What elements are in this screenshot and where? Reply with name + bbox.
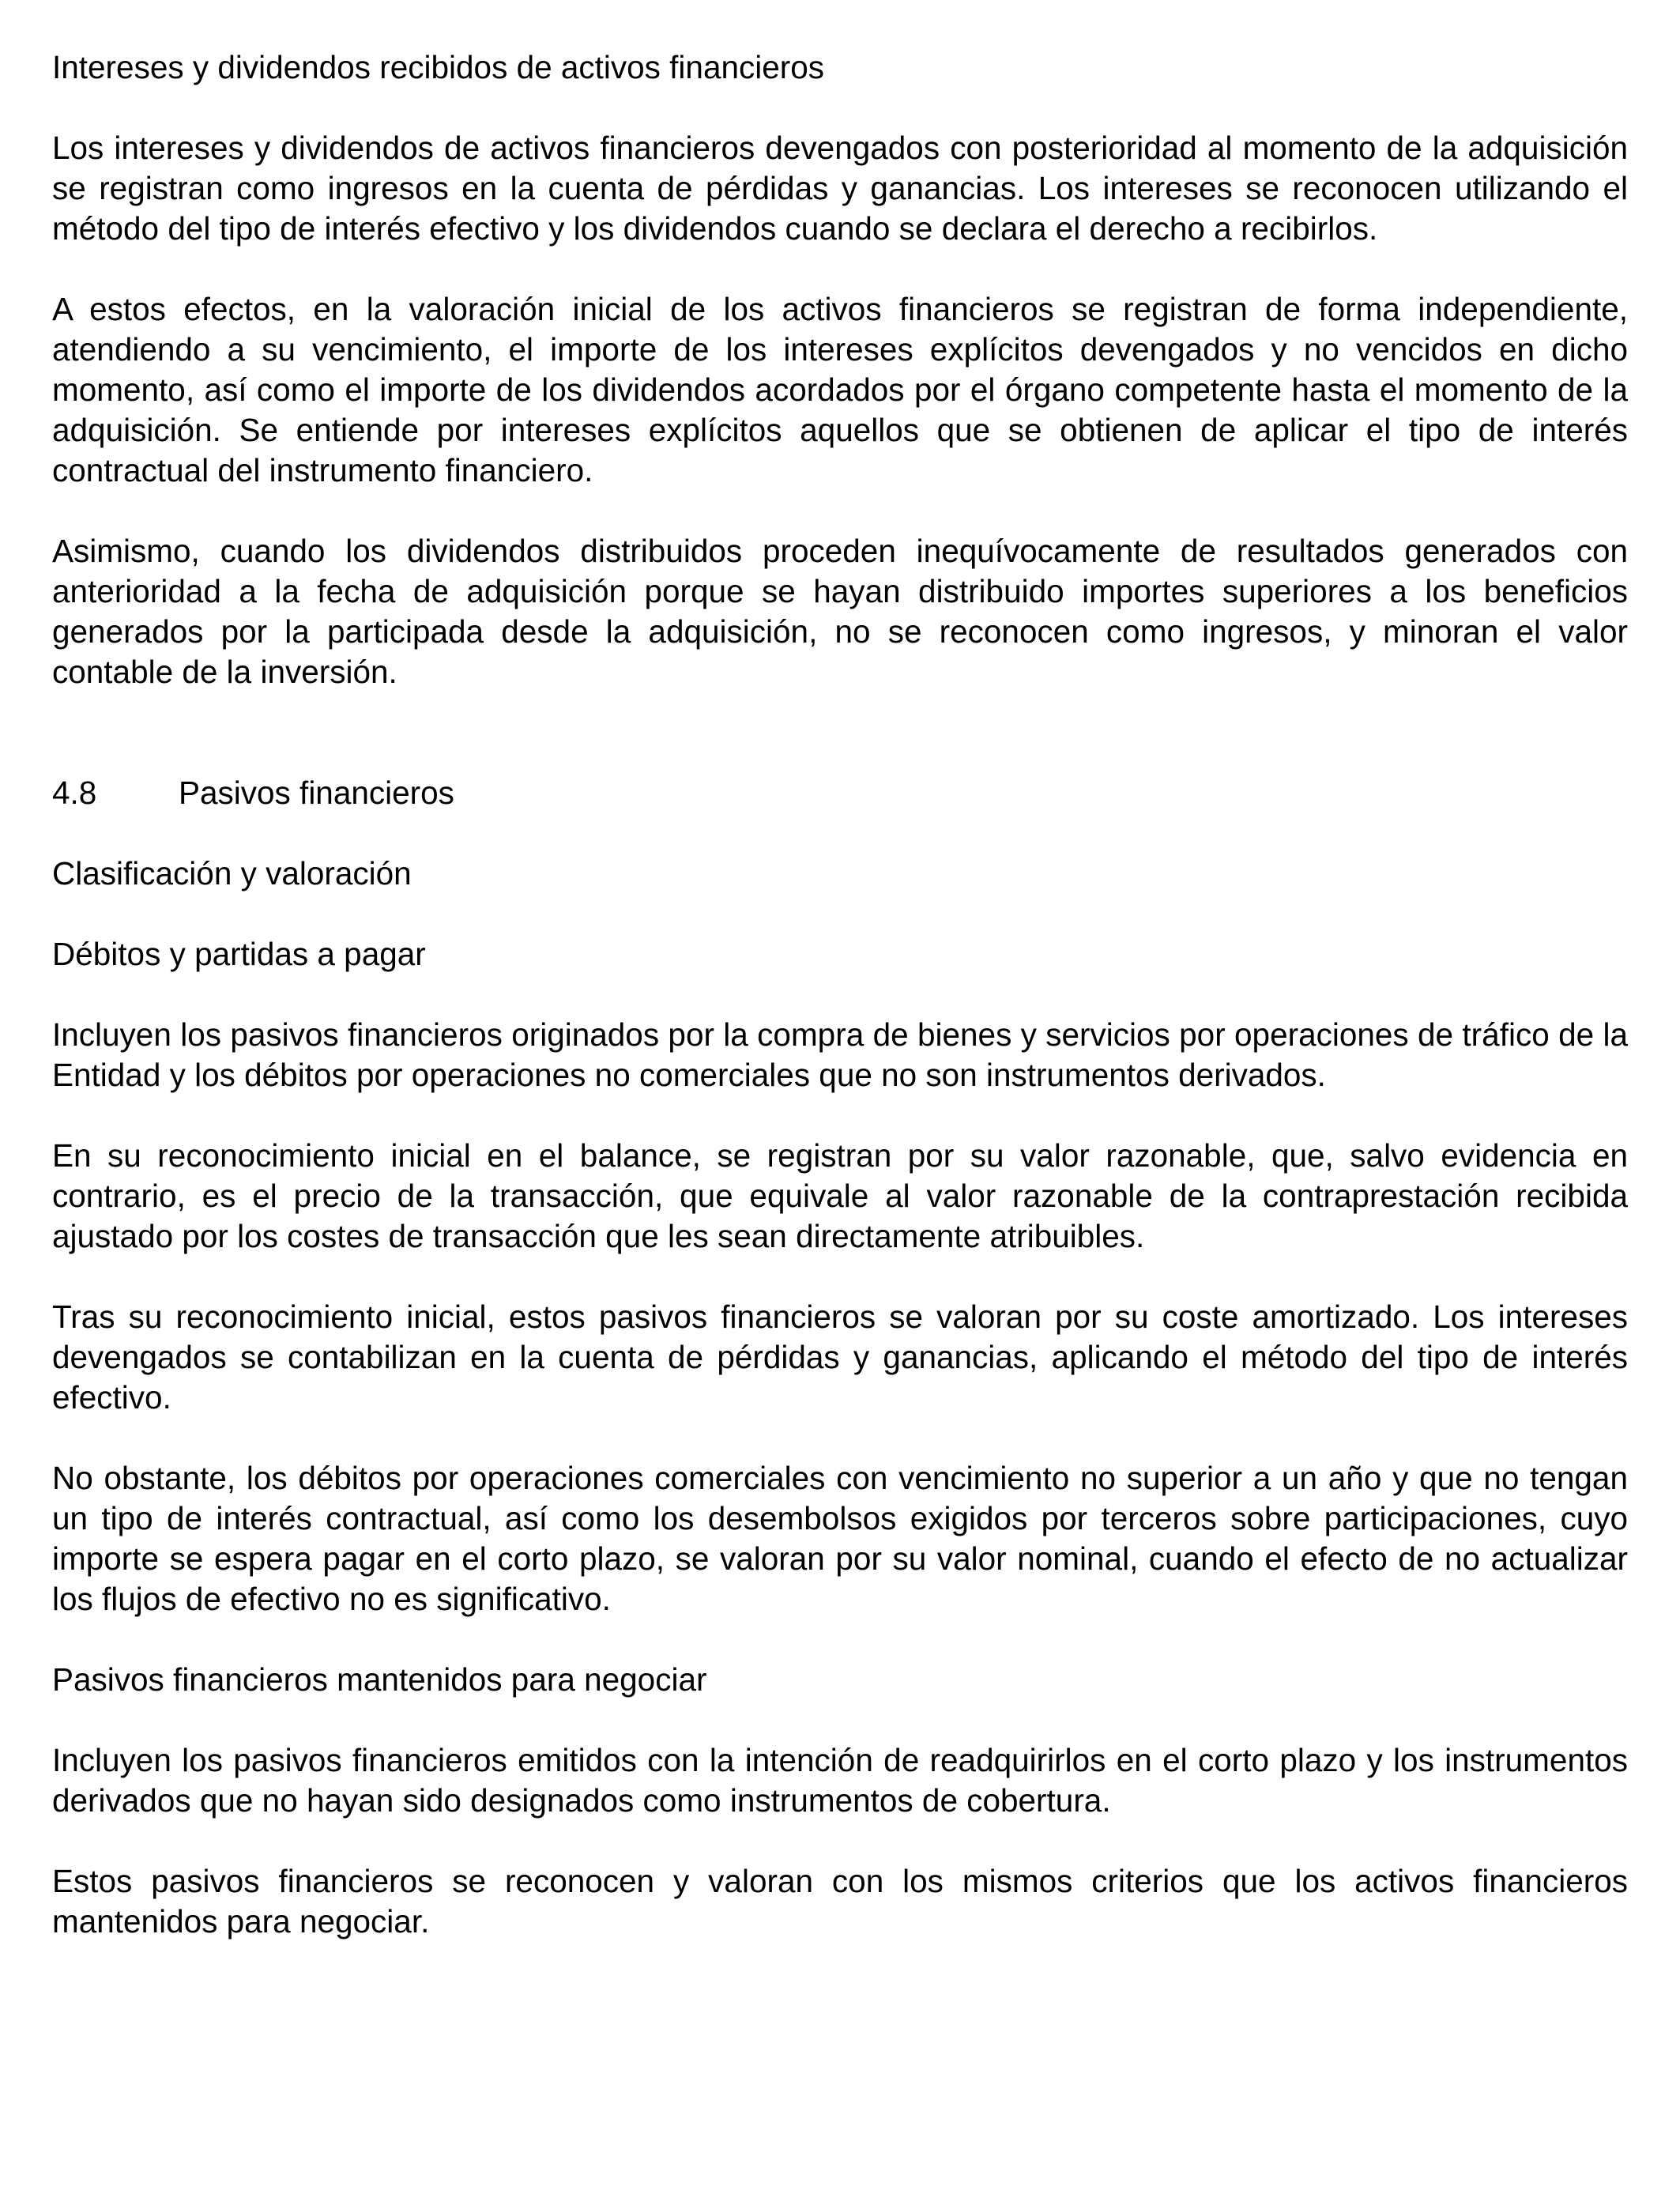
section-number: 4.8 — [52, 775, 97, 811]
paragraph: Tras su reconocimiento inicial, estos pasivos financieros se valoran por su coste amortizado. Los intereses devengados se contabilizan en la cuenta de pérdidas y ganancias, aplicando el método del tipo de interés efectivo. — [52, 1299, 1628, 1416]
paragraph: A estos efectos, en la valoración inicial de los activos financieros se registran de forma independiente, atendiendo a su vencimiento, el importe de los intereses explícitos devengados y no vencidos en dicho momento, así como el importe de los dividendos acordados por el órgano competente hasta el momento de la adquisición. Se entiende por intereses explícitos aquellos que se obtienen de aplicar el tipo de interés contractual del instrumento financiero. — [52, 291, 1628, 488]
paragraph: Asimismo, cuando los dividendos distribuidos proceden inequívocamente de resultados generados con anterioridad a la fecha de adquisición porque se hayan distribuido importes superiores a los beneficios generados por la participada desde la adquisición, no se reconocen como ingresos, y minoran el valor contable de la inversión. — [52, 533, 1628, 690]
section-spacer — [52, 692, 1628, 773]
section-heading — [52, 773, 1628, 813]
paragraph: Los intereses y dividendos de activos financieros devengados con posterioridad al momento de la adquisición se registran como ingresos en la cuenta de pérdidas y ganancias. Los intereses se reconocen utilizando el método del tipo de interés efectivo y los dividendos cuando se declara el derecho a recibirlos. — [52, 130, 1628, 247]
paragraph: Estos pasivos financieros se reconocen y valoran con los mismos criterios que los activos financieros mantenidos para negociar. — [52, 1863, 1628, 1940]
subheading-negociar: Pasivos financieros mantenidos para negociar — [52, 1661, 707, 1698]
paragraph: En su reconocimiento inicial en el balance, se registran por su valor razonable, que, salvo evidencia en contrario, es el precio de la transacción, que equivale al valor razonable de la contraprestación recibida ajustado por los costes de transacción que les sean directamente atribuibles. — [52, 1137, 1628, 1254]
subheading-clasificacion: Clasificación y valoración — [52, 855, 412, 892]
document-page — [52, 47, 1628, 1942]
subheading-intereses-dividendos: Intereses y dividendos recibidos de activos financieros — [52, 49, 825, 85]
paragraph: Incluyen los pasivos financieros originados por la compra de bienes y servicios por operaciones de tráfico de la Entidad y los débitos por operaciones no comerciales que no son instrumentos derivados. — [52, 1016, 1628, 1093]
paragraph: No obstante, los débitos por operaciones comerciales con vencimiento no superior a un año y que no tengan un tipo de interés contractual, así como los desembolsos exigidos por terceros sobre participaciones, cuyo importe se espera pagar en el corto plazo, se valoran por su valor nominal, cuando el efecto de no actualizar los flujos de efectivo no es significativo. — [52, 1460, 1628, 1617]
subheading-debitos: Débitos y partidas a pagar — [52, 936, 426, 972]
section-title: Pasivos financieros — [179, 775, 454, 811]
paragraph: Incluyen los pasivos financieros emitidos con la intención de readquirirlos en el corto plazo y los instrumentos derivados que no hayan sido designados como instrumentos de cobertura. — [52, 1742, 1628, 1819]
